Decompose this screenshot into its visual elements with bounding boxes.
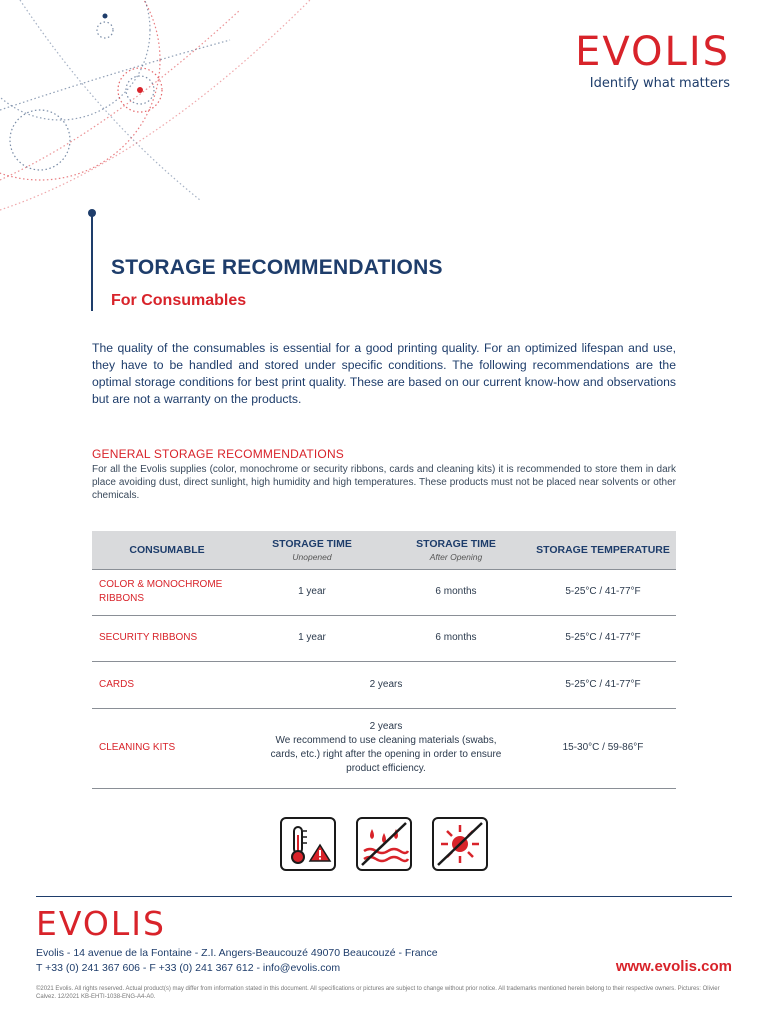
table-row bbox=[92, 661, 676, 708]
note-line: We recommend to use cleaning materials (swabs, bbox=[275, 735, 497, 746]
row-security-ribbons-name: SECURITY RIBBONS bbox=[92, 615, 242, 661]
storage-icons bbox=[280, 817, 488, 871]
brand-tagline: Identify what matters bbox=[589, 76, 730, 91]
thermometer-warning-icon bbox=[280, 817, 336, 871]
header-storage-time-label-2: STORAGE TIME bbox=[416, 537, 496, 550]
header-storage-time-unopened bbox=[242, 531, 382, 569]
title-accent-bar bbox=[91, 215, 93, 311]
table-row bbox=[92, 708, 676, 788]
row-cards-duration: 2 years bbox=[242, 661, 530, 708]
page-subtitle: For Consumables bbox=[111, 292, 247, 309]
header-storage-time-after-opening bbox=[382, 531, 530, 569]
no-humidity-icon bbox=[356, 817, 412, 871]
row-cards-temperature: 5-25°C / 41-77°F bbox=[530, 661, 676, 708]
row-cards-name: CARDS bbox=[92, 661, 242, 708]
table-row bbox=[92, 615, 676, 661]
table-header-row bbox=[92, 531, 676, 569]
storage-table bbox=[92, 531, 676, 789]
footer-divider bbox=[36, 896, 732, 897]
footer-address-block bbox=[36, 946, 438, 976]
general-section-text: For all the Evolis supplies (color, monochrome or security ribbons, cards and cleaning kits) it is recommended to store them in dark place avoiding dust, direct sunlight, high humidity and high temperatures. These products must not be placed near solvents or other chemicals. bbox=[92, 464, 676, 501]
intro-paragraph: The quality of the consumables is essential for a good printing quality. For an optimized lifespan and use, they have to be handled and stored under specific conditions. The following recommendations are the optimal storage conditions for best print quality. These are based on our current know-how and observations but are not a warranty on the products. bbox=[92, 341, 676, 406]
logo-wordmark: EVOLIS bbox=[575, 29, 730, 75]
row-security-ribbons-unopened: 1 year bbox=[242, 615, 382, 661]
header-storage-time-label: STORAGE TIME bbox=[272, 537, 352, 550]
page-title: STORAGE RECOMMENDATIONS bbox=[111, 256, 443, 279]
name-line: RIBBONS bbox=[99, 593, 145, 604]
row-cleaning-kits-duration bbox=[242, 708, 530, 788]
no-sunlight-icon bbox=[432, 817, 488, 871]
header-after-opening-label: After Opening bbox=[429, 551, 483, 562]
header-unopened-label: Unopened bbox=[292, 551, 332, 562]
header-consumable: CONSUMABLE bbox=[129, 543, 205, 556]
footer-website-link[interactable]: www.evolis.com bbox=[615, 958, 732, 975]
evolis-logo-bottom: EVOLIS bbox=[36, 904, 166, 943]
row-color-ribbons-unopened: 1 year bbox=[242, 569, 382, 615]
name-line: COLOR & MONOCHROME bbox=[99, 579, 223, 590]
header-storage-temperature: STORAGE TEMPERATURE bbox=[536, 543, 670, 556]
table-row bbox=[92, 569, 676, 615]
row-color-ribbons-name bbox=[92, 569, 242, 615]
row-cleaning-kits-name: CLEANING KITS bbox=[92, 708, 242, 788]
note-line: product efficiency. bbox=[346, 763, 426, 774]
row-color-ribbons-after-opening: 6 months bbox=[382, 569, 530, 615]
row-security-ribbons-after-opening: 6 months bbox=[382, 615, 530, 661]
row-color-ribbons-temperature: 5-25°C / 41-77°F bbox=[530, 569, 676, 615]
footer-address: Evolis - 14 avenue de la Fontaine - Z.I. Angers-Beaucouzé 49070 Beaucouzé - France bbox=[36, 947, 438, 959]
note-line: cards, etc.) right after the opening in order to ensure bbox=[270, 749, 502, 760]
general-section-title: GENERAL STORAGE RECOMMENDATIONS bbox=[92, 447, 345, 461]
decorative-network-graphic bbox=[0, 0, 330, 235]
row-security-ribbons-temperature: 5-25°C / 41-77°F bbox=[530, 615, 676, 661]
footer-contact: T +33 (0) 241 367 606 - F +33 (0) 241 367 612 - info@evolis.com bbox=[36, 962, 341, 974]
evolis-logo-top bbox=[540, 30, 730, 91]
footer-legal-text: ©2021 Evolis. All rights reserved. Actual product(s) may differ from information stated in this document. All specifications or pictures are subject to change without prior notice. All trademarks mentioned herein belong to their respective owners. Pictures: Olivier Calvez. 12/2021 KB-EHTI-1038-ENG-A4-A0. bbox=[36, 986, 720, 1000]
duration-text: 2 years bbox=[369, 721, 403, 732]
row-cleaning-kits-temperature: 15-30°C / 59-86°F bbox=[530, 708, 676, 788]
